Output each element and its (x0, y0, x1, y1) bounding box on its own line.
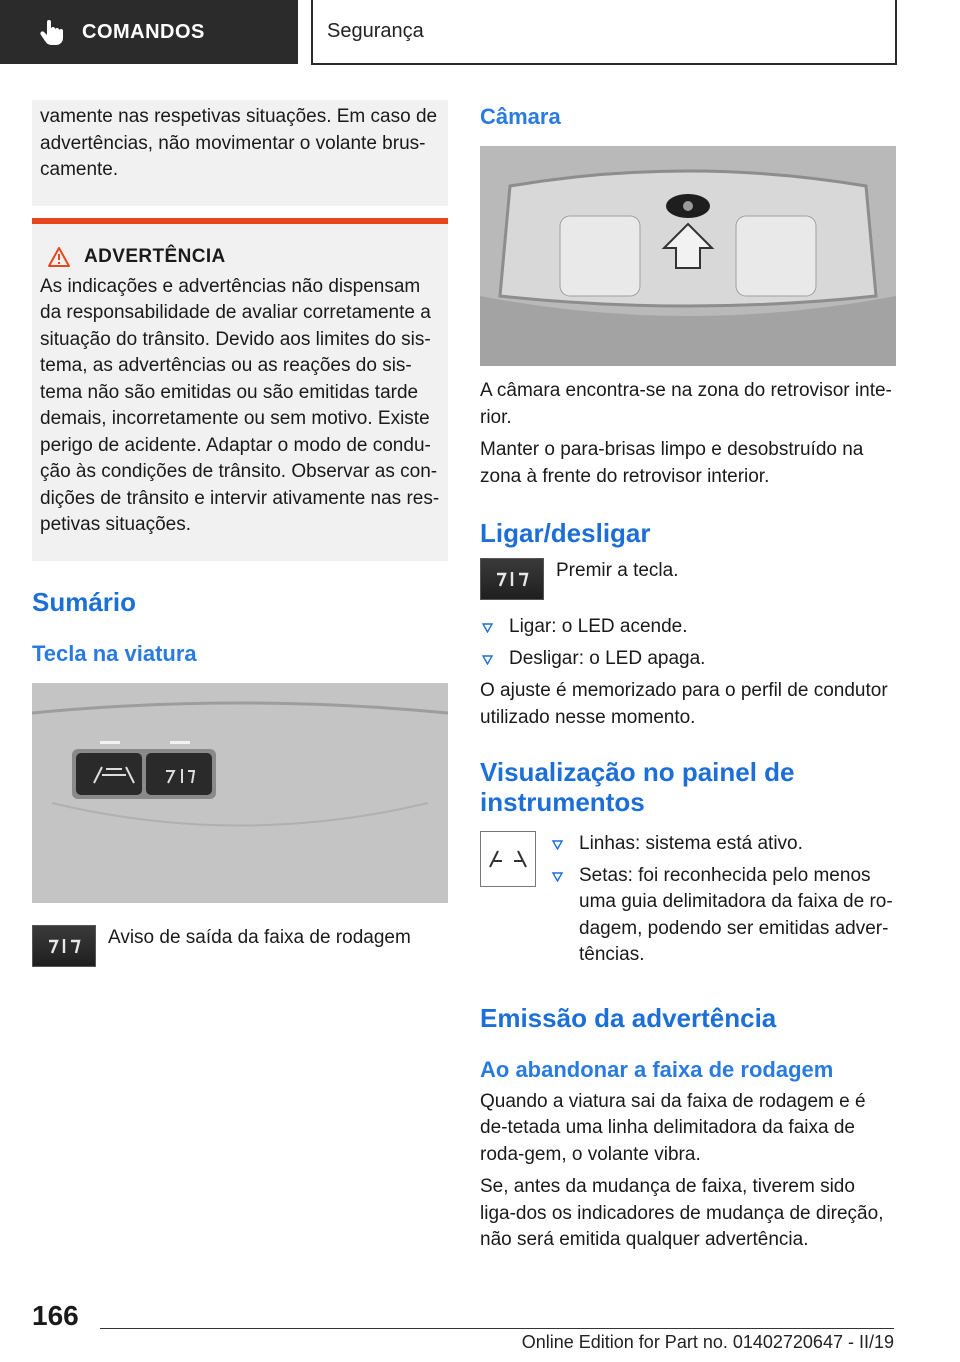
tecla-heading: Tecla na viatura (32, 640, 197, 666)
warning-title-text: ADVERTÊNCIA (84, 245, 226, 267)
cluster-lane-icon (480, 831, 536, 887)
page-header (0, 0, 960, 66)
hand-pointer-icon (38, 18, 66, 46)
visual-item-lines: Linhas: sistema está ativo. (579, 833, 803, 854)
edition-info: Online Edition for Part no. 01402720647 - II/19 (521, 1332, 894, 1352)
left-column (32, 100, 448, 967)
camara-paragraph-1: A câmara encontra-se na zona do retrovisor inte-rior. (480, 380, 892, 428)
camera-windshield-illustration (480, 146, 896, 366)
ligar-heading: Ligar/desligar (480, 518, 651, 548)
visual-item-arrows: Setas: foi reconhecida pelo menos uma guia delimitadora da faixa de ro-dagem, podendo ser emitidas adver-tências. (579, 864, 893, 965)
bullet-triangle-icon (552, 872, 563, 882)
key-caption: Aviso de saída da faixa de rodagem (108, 926, 411, 948)
continued-text: vamente nas respetivas situações. Em caso de advertências, não movimentar o volante brus-camente. (40, 106, 438, 180)
footer-rule (100, 1328, 894, 1329)
ligar-note: O ajuste é memorizado para o perfil de condutor utilizado nesse momento. (480, 680, 888, 728)
abandonar-paragraph-2: Se, antes da mudança de faixa, tiverem sido liga-dos os indicadores de mudança de direção, não será emitida qualquer advertência. (480, 1176, 884, 1250)
section-tab (0, 0, 298, 64)
page-number: 166 (32, 1300, 79, 1331)
vehicle-buttons-illustration (32, 683, 448, 903)
ligar-item-off: Desligar: o LED apaga. (509, 647, 706, 669)
warning-triangle-icon (48, 247, 70, 267)
list-item (550, 863, 896, 969)
lane-departure-key-icon (32, 925, 96, 967)
right-column (480, 100, 896, 1254)
warning-box (32, 218, 448, 561)
ligar-item-on: Ligar: o LED acende. (509, 616, 688, 637)
visual-row (480, 831, 896, 969)
camara-heading: Câmara (480, 104, 561, 129)
chapter-label: Segurança (327, 20, 424, 42)
list-item (550, 831, 896, 858)
camera-photo (480, 146, 896, 366)
ligar-key-row (480, 558, 896, 600)
abandonar-paragraph-1: Quando a viatura sai da faixa de rodagem e é de-tetada uma linha delimitadora da faixa de roda-gem, o volante vibra. (480, 1090, 866, 1165)
bullet-triangle-icon (482, 623, 493, 633)
list-item (480, 646, 896, 673)
camara-paragraph-2: Manter o para-brisas limpo e desobstruído na zona à frente do retrovisor interior. (480, 439, 864, 487)
key-caption-row (32, 925, 448, 967)
abandonar-heading: Ao abandonar a faixa de rodagem (480, 1056, 834, 1082)
warning-text: As indicações e advertências não dispensam da responsabilidade de avaliar corretamente a situação do trânsito. Devido aos limites do sis-tema, as advertências ou as reações do sis-tema não são emitidas ou são emitidas tarde demais, incorretamente ou sem motivo. Existe perigo de acidente. Adaptar o modo de condu-ção às condições de trânsito. Observar as con-dições de trânsito e intervir ativamente nas res-petivas situações. (40, 275, 440, 535)
warning-title (40, 246, 440, 268)
vehicle-buttons-photo (32, 683, 448, 903)
section-label: COMANDOS (82, 20, 205, 43)
lane-departure-key-icon-2 (480, 558, 544, 600)
bullet-triangle-icon (482, 655, 493, 665)
chapter-tab (311, 0, 897, 65)
sumario-heading: Sumário (32, 586, 137, 617)
continued-warning-box (32, 100, 448, 206)
ligar-intro: Premir a tecla. (556, 560, 679, 581)
ligar-list (480, 614, 896, 672)
bullet-triangle-icon (552, 840, 563, 850)
visual-heading: Visualização no painel de instrumentos (480, 757, 795, 817)
list-item (480, 614, 896, 641)
emissao-heading: Emissão da advertência (480, 1002, 777, 1033)
visual-list (550, 831, 896, 969)
